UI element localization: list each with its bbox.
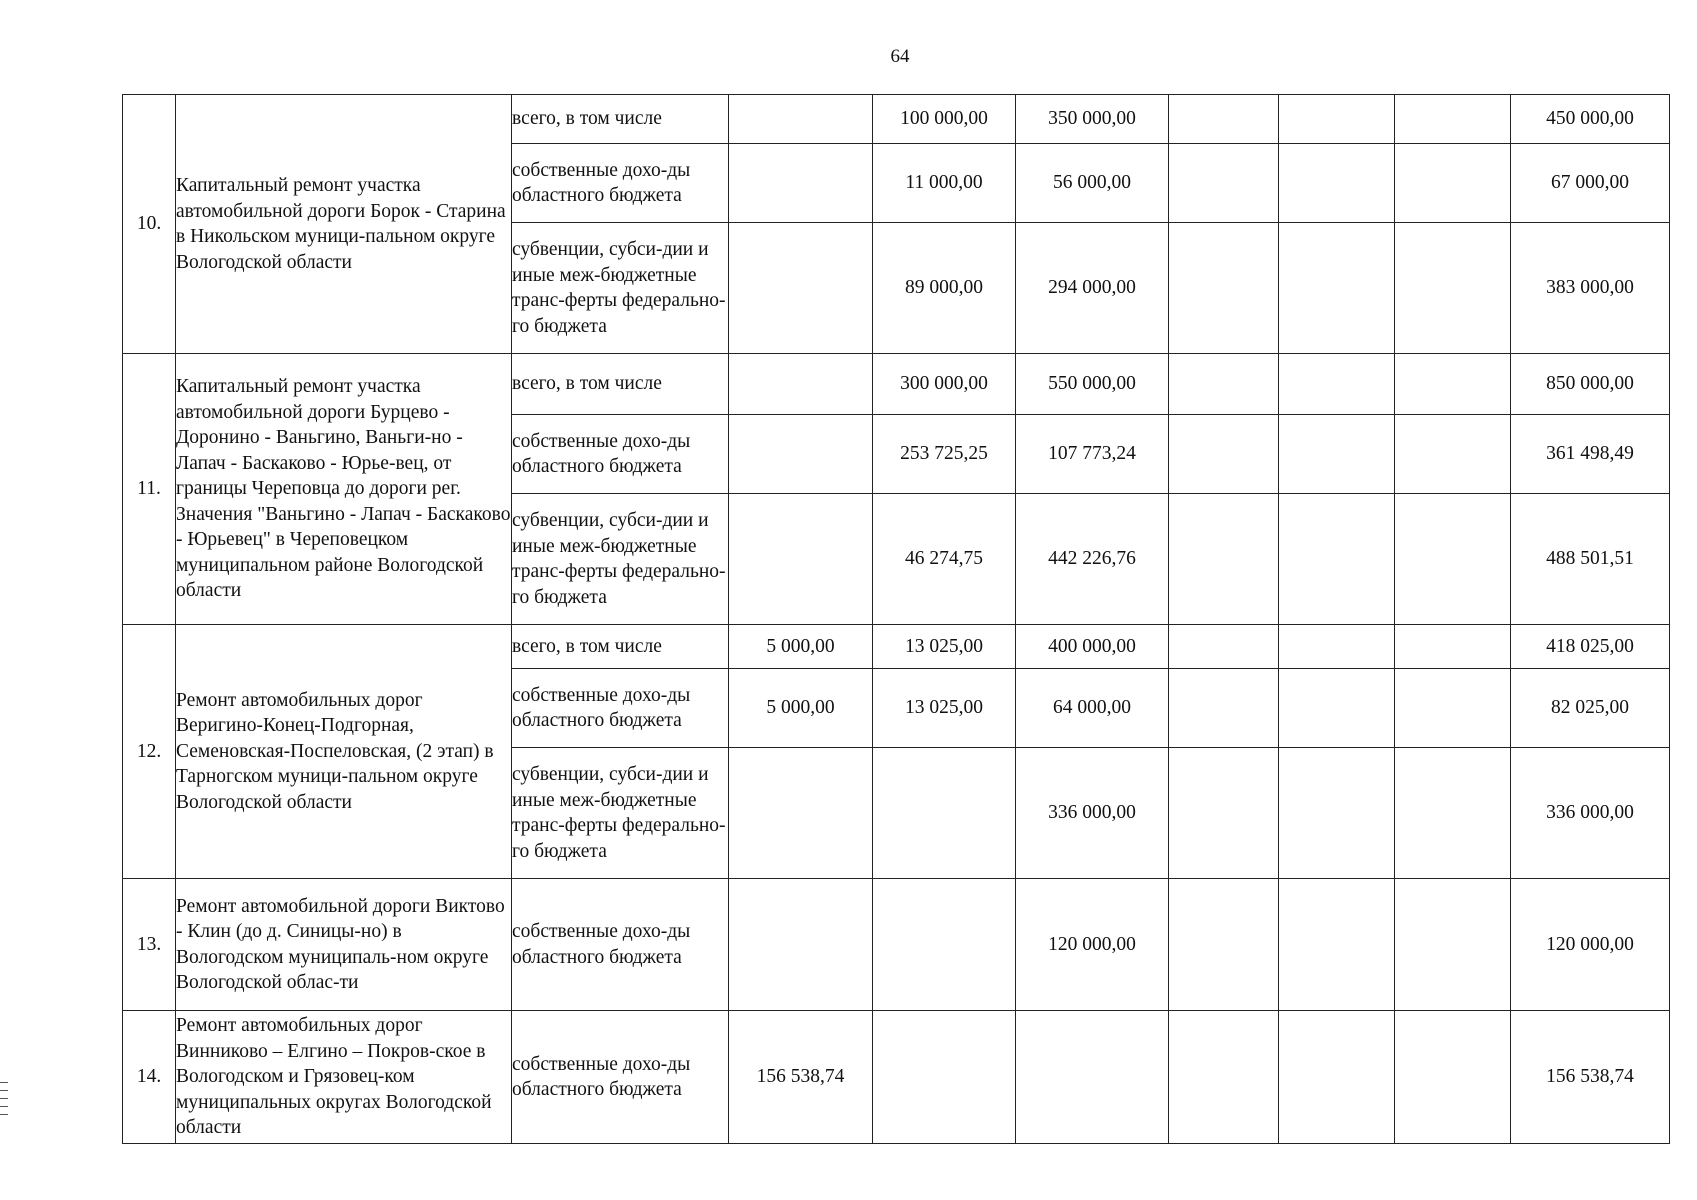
amount-cell (1169, 625, 1279, 669)
funding-source: субвенции, субси-дии и иные меж-бюджетные транс-ферты федерально-го бюджета (512, 494, 729, 625)
total-cell: 120 000,00 (1511, 879, 1670, 1011)
funding-source: собственные дохо-ды областного бюджета (512, 879, 729, 1011)
project-name: Ремонт автомобильных дорог Веригино-Конец-Подгорная, Семеновская-Поспеловская, (2 этап) в Тарногском муници-пальном округе Вологодской области (176, 625, 512, 879)
project-name: Ремонт автомобильных дорог Винниково – Елгино – Покров-ское в Вологодском и Грязовец-ком муниципальных округах Вологодской области (176, 1011, 512, 1144)
amount-cell (1395, 879, 1511, 1011)
amount-cell (1279, 1011, 1395, 1144)
amount-cell (1395, 625, 1511, 669)
amount-cell: 5 000,00 (729, 625, 873, 669)
amount-cell (729, 879, 873, 1011)
amount-cell: 100 000,00 (873, 95, 1016, 144)
row-number: 11. (123, 354, 176, 625)
margin-mark (0, 1082, 8, 1083)
amount-cell (729, 144, 873, 223)
project-name: Капитальный ремонт участка автомобильной дороги Борок - Старина в Никольском муници-пальном округе Вологодской области (176, 95, 512, 354)
amount-cell (1016, 1011, 1169, 1144)
amount-cell: 253 725,25 (873, 415, 1016, 494)
amount-cell: 89 000,00 (873, 223, 1016, 354)
amount-cell (1169, 144, 1279, 223)
amount-cell (1169, 1011, 1279, 1144)
project-name: Капитальный ремонт участка автомобильной дороги Бурцево - Доронино - Ваньгино, Ваньги-но - Лапач - Баскаково - Юрье-вец, от границы Череповца до дороги рег. Значения "Ваньгино - Лапач - Баскаково - Юрьевец" в Череповецком муниципальном районе Вологодской области (176, 354, 512, 625)
table-row (123, 354, 1670, 415)
total-cell: 336 000,00 (1511, 748, 1670, 879)
table-row (123, 879, 1670, 1011)
amount-cell: 300 000,00 (873, 354, 1016, 415)
amount-cell (1395, 95, 1511, 144)
amount-cell (1395, 354, 1511, 415)
amount-cell (1279, 669, 1395, 748)
amount-cell (1395, 144, 1511, 223)
amount-cell (1169, 354, 1279, 415)
amount-cell: 56 000,00 (1016, 144, 1169, 223)
table-row (123, 1011, 1670, 1144)
funding-source: всего, в том числе (512, 625, 729, 669)
amount-cell (1279, 354, 1395, 415)
funding-source: собственные дохо-ды областного бюджета (512, 415, 729, 494)
amount-cell (1169, 415, 1279, 494)
table-row (123, 625, 1670, 669)
funding-source: всего, в том числе (512, 354, 729, 415)
amount-cell (729, 223, 873, 354)
total-cell: 67 000,00 (1511, 144, 1670, 223)
amount-cell (1169, 95, 1279, 144)
total-cell: 450 000,00 (1511, 95, 1670, 144)
margin-mark (0, 1114, 8, 1115)
amount-cell: 550 000,00 (1016, 354, 1169, 415)
amount-cell (1279, 494, 1395, 625)
amount-cell: 336 000,00 (1016, 748, 1169, 879)
amount-cell (729, 354, 873, 415)
amount-cell: 46 274,75 (873, 494, 1016, 625)
row-number: 10. (123, 95, 176, 354)
amount-cell (1169, 223, 1279, 354)
amount-cell: 442 226,76 (1016, 494, 1169, 625)
amount-cell: 13 025,00 (873, 625, 1016, 669)
amount-cell: 120 000,00 (1016, 879, 1169, 1011)
margin-mark (0, 1090, 8, 1091)
row-number: 13. (123, 879, 176, 1011)
amount-cell (729, 415, 873, 494)
amount-cell (729, 748, 873, 879)
funding-source: субвенции, субси-дии и иные меж-бюджетные транс-ферты федерально-го бюджета (512, 748, 729, 879)
amount-cell: 11 000,00 (873, 144, 1016, 223)
amount-cell (1169, 748, 1279, 879)
total-cell: 850 000,00 (1511, 354, 1670, 415)
amount-cell (1169, 669, 1279, 748)
amount-cell (729, 494, 873, 625)
margin-mark (0, 1106, 8, 1107)
amount-cell (1279, 144, 1395, 223)
amount-cell (1395, 415, 1511, 494)
amount-cell (1395, 669, 1511, 748)
funding-source: собственные дохо-ды областного бюджета (512, 1011, 729, 1144)
funding-source: всего, в том числе (512, 95, 729, 144)
amount-cell: 64 000,00 (1016, 669, 1169, 748)
margin-mark (0, 1098, 8, 1099)
amount-cell: 107 773,24 (1016, 415, 1169, 494)
amount-cell (1279, 879, 1395, 1011)
project-name: Ремонт автомобильной дороги Виктово - Клин (до д. Синицы-но) в Вологодском муниципаль-ном округе Вологодской облас-ти (176, 879, 512, 1011)
total-cell: 488 501,51 (1511, 494, 1670, 625)
table-row (123, 95, 1670, 144)
row-number: 12. (123, 625, 176, 879)
amount-cell (729, 95, 873, 144)
amount-cell: 350 000,00 (1016, 95, 1169, 144)
amount-cell (873, 748, 1016, 879)
budget-table (122, 94, 1670, 1144)
total-cell: 418 025,00 (1511, 625, 1670, 669)
amount-cell (1279, 748, 1395, 879)
funding-source: субвенции, субси-дии и иные меж-бюджетные транс-ферты федерально-го бюджета (512, 223, 729, 354)
amount-cell (1279, 415, 1395, 494)
total-cell: 361 498,49 (1511, 415, 1670, 494)
amount-cell (1279, 95, 1395, 144)
amount-cell (1279, 223, 1395, 354)
row-number: 14. (123, 1011, 176, 1144)
amount-cell (1395, 494, 1511, 625)
amount-cell (1395, 1011, 1511, 1144)
amount-cell (1279, 625, 1395, 669)
amount-cell: 156 538,74 (729, 1011, 873, 1144)
amount-cell (1169, 494, 1279, 625)
amount-cell: 5 000,00 (729, 669, 873, 748)
total-cell: 82 025,00 (1511, 669, 1670, 748)
total-cell: 156 538,74 (1511, 1011, 1670, 1144)
amount-cell (1169, 879, 1279, 1011)
page-number: 64 (890, 46, 910, 67)
amount-cell: 294 000,00 (1016, 223, 1169, 354)
amount-cell (873, 879, 1016, 1011)
amount-cell (873, 1011, 1016, 1144)
funding-source: собственные дохо-ды областного бюджета (512, 144, 729, 223)
amount-cell: 400 000,00 (1016, 625, 1169, 669)
amount-cell (1395, 223, 1511, 354)
amount-cell (1395, 748, 1511, 879)
total-cell: 383 000,00 (1511, 223, 1670, 354)
funding-source: собственные дохо-ды областного бюджета (512, 669, 729, 748)
amount-cell: 13 025,00 (873, 669, 1016, 748)
